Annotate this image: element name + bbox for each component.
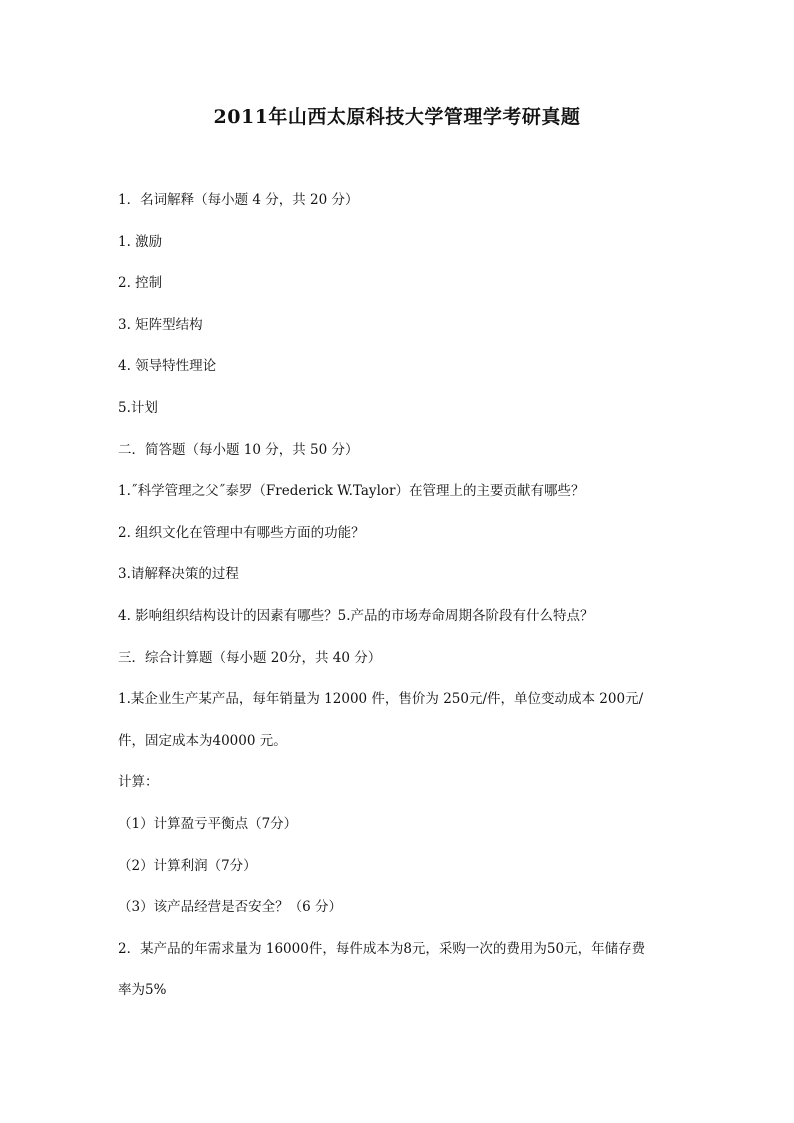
subquestion-item: （2）计算利润（7分）	[118, 857, 257, 874]
term-item: 3. 矩阵型结构	[118, 316, 203, 333]
page-title: 2011年山西太原科技大学管理学考研真题	[213, 106, 581, 128]
term-item: 4. 领导特性理论	[118, 358, 217, 375]
problem-text: 率为5%	[118, 982, 167, 999]
document-body	[118, 190, 688, 1022]
problem-label: 计算：	[118, 774, 159, 791]
question-item: 2. 组织文化在管理中有哪些方面的功能？	[118, 524, 365, 541]
question-item: 4. 影响组织结构设计的因素有哪些？5.产品的市场寿命周期各阶段有什么特点？	[118, 607, 594, 624]
section-heading-terms: 1．名词解释（每小题 4 分，共 20 分）	[118, 192, 359, 208]
question-item: 1.˝科学管理之父˝泰罗（Frederick W.Taylor）在管理上的主要贡献有哪些？	[118, 483, 585, 500]
subquestion-item: （3）该产品经营是否安全？（6 分）	[118, 899, 342, 916]
term-item: 1. 激励	[118, 233, 163, 250]
problem-text: 2．某产品的年需求量为 16000件，每件成本为8元，采购一次的费用为50元，年储存费	[118, 940, 646, 957]
problem-text: 1.某企业生产某产品，每年销量为 12000 件，售价为 250元/件，单位变动成本 200元/	[118, 691, 644, 708]
section-heading-calculation: 三．综合计算题（每小题 20分，共 40 分）	[118, 649, 382, 666]
section-heading-short-answer: 二．简答题（每小题 10 分，共 50 分）	[118, 441, 359, 458]
question-item: 3.请解释决策的过程	[118, 566, 239, 583]
problem-text: 件，固定成本为40000 元。	[118, 732, 287, 749]
term-item: 2. 控制	[118, 275, 163, 292]
term-item: 5.计划	[118, 399, 158, 416]
subquestion-item: （1）计算盈亏平衡点（7分）	[118, 815, 298, 832]
